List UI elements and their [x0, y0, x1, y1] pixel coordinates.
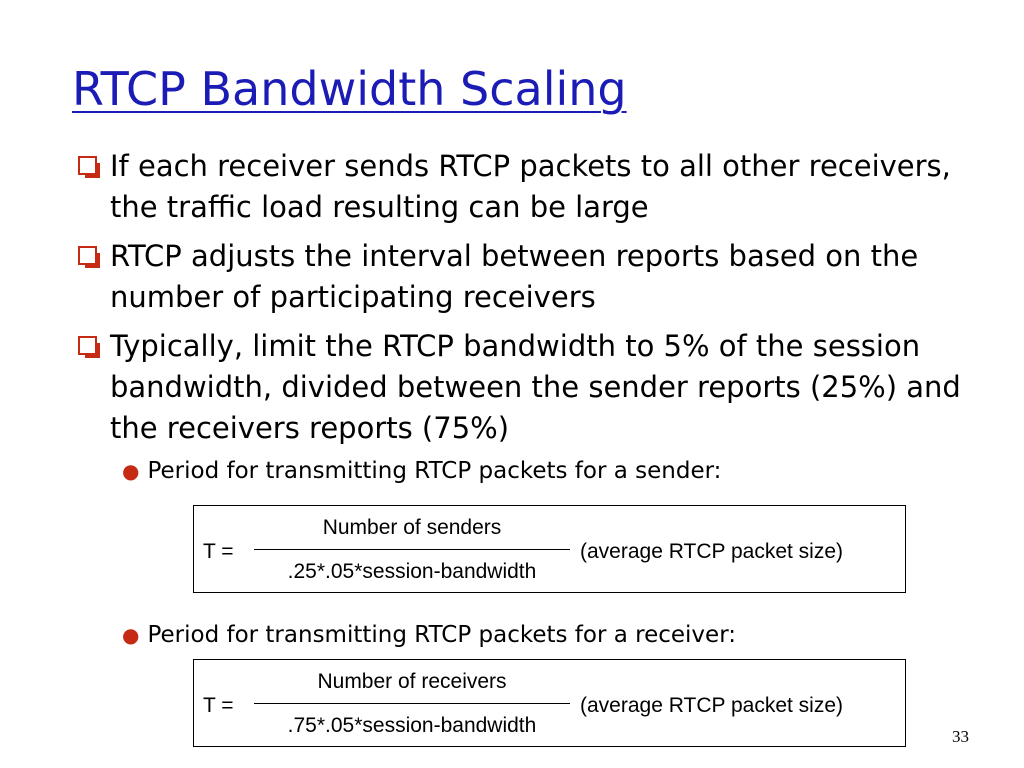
bullet-text: If each receiver sends RTCP packets to all other receivers, the traffic load resulting can be large — [110, 149, 951, 224]
bullet-text: Typically, limit the RTCP bandwidth to 5% of the session bandwidth, divided between the sender reports (25%) and the receivers reports (75%) — [110, 329, 961, 445]
sub-bullet-text: Period for transmitting RTCP packets for a receiver: — [147, 622, 736, 648]
formula-numerator: Number of receivers — [317, 670, 507, 693]
circle-bullet-icon: ● — [122, 623, 140, 647]
formula-numerator: Number of senders — [322, 516, 502, 539]
formula-factor: (average RTCP packet size) — [580, 540, 844, 563]
formula-denominator: .25*.05*session-bandwidth — [287, 560, 537, 583]
bullet-item — [72, 326, 972, 449]
sub-bullet-sender — [122, 458, 721, 484]
page-number: 33 — [952, 727, 969, 746]
formula-receiver — [193, 659, 906, 747]
bullet-list — [72, 146, 972, 457]
slide-title: RTCP Bandwidth Scaling — [72, 62, 627, 116]
formula-sender — [193, 505, 906, 593]
fraction-bar — [254, 549, 570, 550]
circle-bullet-icon: ● — [122, 459, 140, 483]
bullet-item — [72, 146, 972, 228]
sub-bullet-receiver — [122, 622, 736, 648]
formula-denominator: .75*.05*session-bandwidth — [287, 714, 537, 737]
bullet-text: RTCP adjusts the interval between reports based on the number of participating receivers — [110, 239, 919, 314]
square-bullet-icon — [78, 246, 97, 265]
square-bullet-icon — [78, 156, 97, 175]
bullet-item — [72, 236, 972, 318]
square-bullet-icon — [78, 336, 97, 355]
formula-lhs: T = — [203, 540, 234, 563]
sub-bullet-text: Period for transmitting RTCP packets for a sender: — [147, 458, 722, 484]
formula-lhs: T = — [203, 694, 234, 717]
formula-factor: (average RTCP packet size) — [580, 694, 844, 717]
fraction-bar — [254, 703, 570, 704]
